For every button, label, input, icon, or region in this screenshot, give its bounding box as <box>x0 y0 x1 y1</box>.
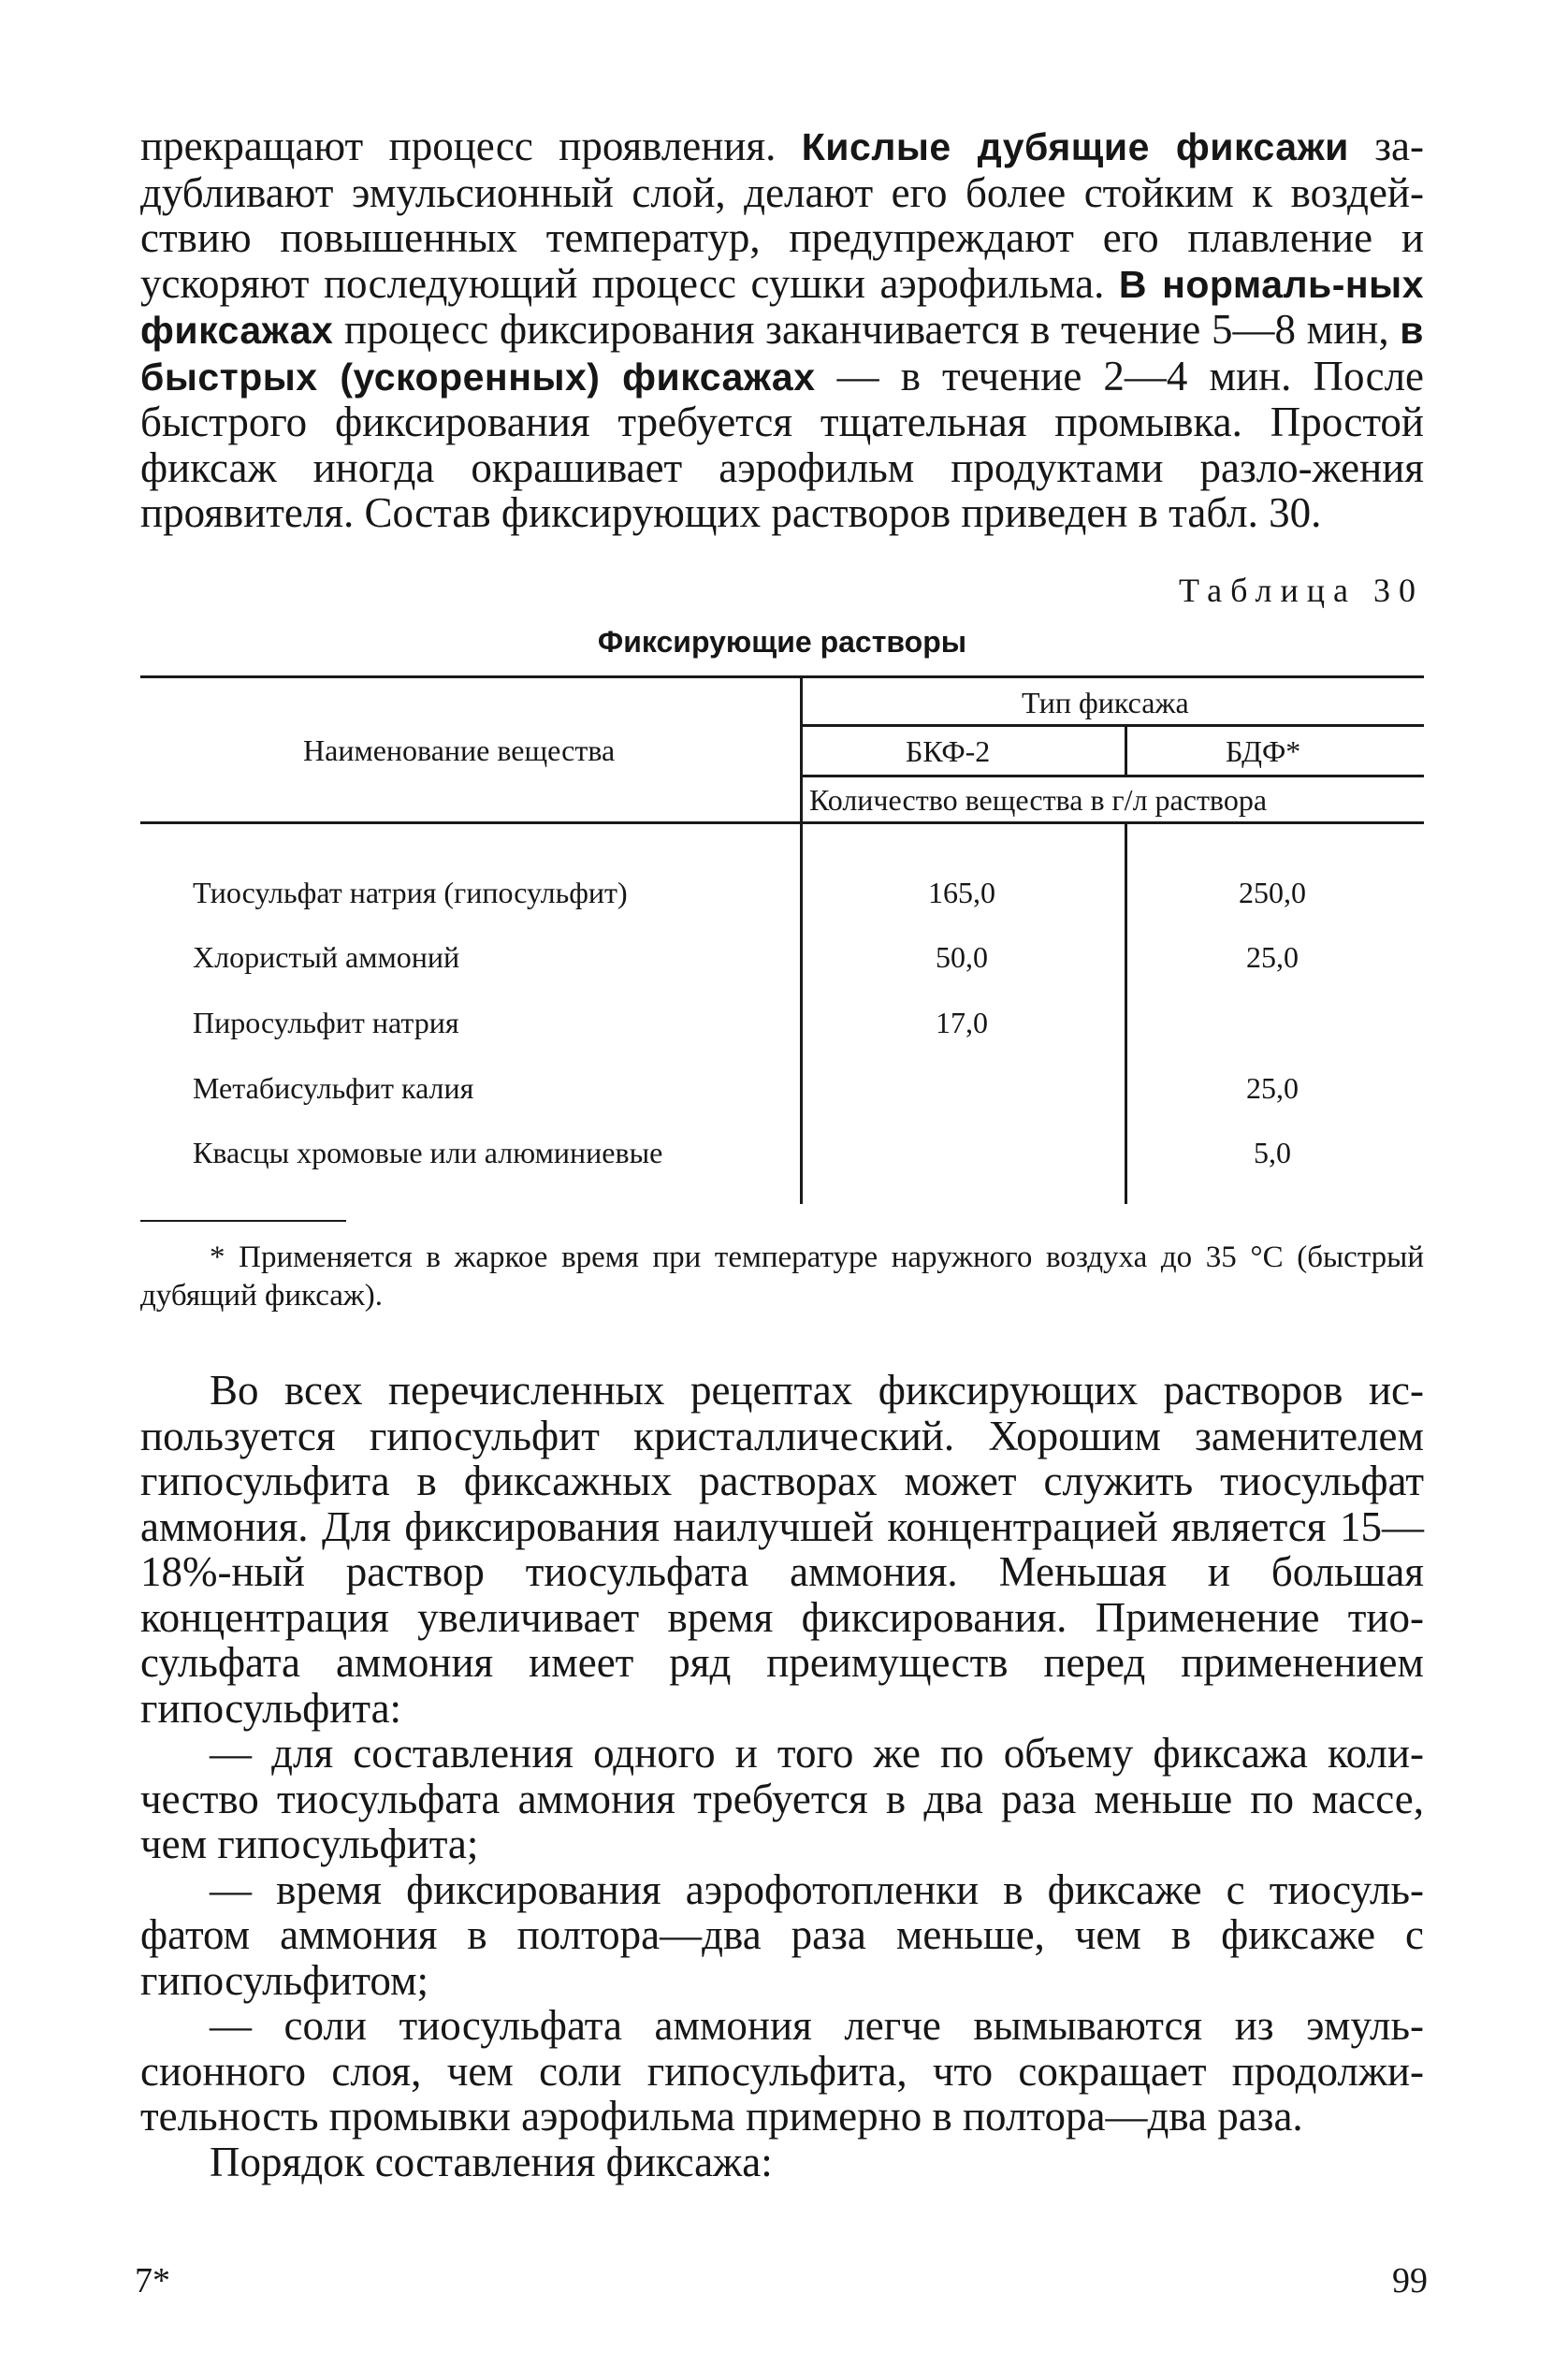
row-3-name: Пиросульфит натрия <box>193 1006 459 1039</box>
bullet-1: — для составления одного и того же по объему фиксажа коли-чество тиосульфата аммония требуется в два раза меньше по массе, чем гипосульфита; <box>140 1730 1424 1867</box>
intro-text-4: — в течение 2—4 мин. После быстрого фиксирования требуется тщательная промывка. Простой фиксаж иногда окрашивает аэрофильм продуктами разло-жения проявителя. Состав фиксирующих растворов приведен в табл. 30. <box>140 352 1424 536</box>
row-4-name: Метабисульфит калия <box>193 1071 474 1105</box>
page-number: 99 <box>1392 2261 1428 2300</box>
row-1-bdf: 250,0 <box>1239 876 1306 909</box>
row-5-name: Квасцы хромовые или алюминиевые <box>193 1136 663 1169</box>
footnote-rule <box>140 1220 346 1222</box>
intro-bold-acid-fixers: Кислые дубящие фиксажи <box>801 125 1349 168</box>
header-bdf: БДФ* <box>1226 734 1301 768</box>
table-bkf-bdf-divider-header <box>1125 724 1127 775</box>
table-header-bottom-rule <box>140 821 1424 824</box>
paragraph-ammonium-thiosulfate: Во всех перечисленных рецептах фиксирующих растворов ис-пользуется гипосульфит кристаллический. Хорошим заменителем гипосульфита в фиксажных растворах может служить тиосульфат аммония. Для фиксирования наилучшей концентрацией является 15—18%-ный раствор тиосульфата аммония. Меньшая и большая концентрация увеличивает время фиксирования. Применение тио-сульфата аммония имеет ряд преимуществ перед применением гипосульфита: <box>140 1367 1424 1732</box>
intro-text-3: процесс фиксирования заканчивается в течение 5—8 мин, <box>333 306 1401 353</box>
table-bkf-bdf-divider-body <box>1125 821 1127 1204</box>
section-2 <box>140 1368 1424 2184</box>
intro-paragraph <box>140 123 1424 536</box>
table-number: Таблица 30 <box>1179 572 1424 609</box>
signature-mark: 7* <box>135 2261 170 2300</box>
row-3-bkf: 17,0 <box>936 1006 988 1039</box>
row-1-name: Тиосульфат натрия (гипосульфит) <box>193 876 628 909</box>
row-2-bdf: 25,0 <box>1246 940 1299 974</box>
fixing-solutions-table <box>140 675 1424 1209</box>
intro-text-2: за-дубливают эмульсионный слой, делают его более стойким к воздей-ствию повышенных температур, предупреждают его плавление и ускоряют последующий процесс сушки аэрофильма. <box>140 123 1425 307</box>
bullet-3: — соли тиосульфата аммония легче вымываются из эмуль-сионного слоя, чем соли гипосульфита, что сокращает продолжи-тельность промывки аэрофильма примерно в полтора—два раза. <box>140 2002 1424 2140</box>
intro-bold-fast-fixers: в быстрых (ускоренных) фиксажах <box>140 309 1424 399</box>
table-type-rule <box>800 724 1424 727</box>
header-bkf2: БКФ-2 <box>906 734 991 768</box>
table-name-divider <box>800 675 803 1204</box>
row-4-bdf: 25,0 <box>1246 1071 1299 1105</box>
table-top-rule <box>140 675 1424 678</box>
intro-text-1: прекращают процесс проявления. <box>140 123 802 169</box>
intro-bold-normal-fixers: В нормаль-ных фиксажах <box>140 262 1424 352</box>
paragraph-procedure: Порядок составления фиксажа: <box>210 2138 773 2185</box>
row-2-bkf: 50,0 <box>936 940 988 974</box>
bullet-2: — время фиксирования аэрофотопленки в фиксаже с тиосуль-фатом аммония в полтора—два раза меньше, чем в фиксаже с гипосульфитом; <box>140 1865 1424 2004</box>
header-units: Количество вещества в г/л раствора <box>809 783 1268 817</box>
row-1-bkf: 165,0 <box>928 876 995 909</box>
header-substance-name: Наименование вещества <box>303 733 616 767</box>
header-fix-type: Тип фиксажа <box>1022 686 1189 719</box>
table-footnote: * Применяется в жаркое время при температуре наружного воздуха до 35 °С (быстрый дубящий фиксаж). <box>140 1241 1424 1313</box>
table-cols-rule <box>800 775 1424 777</box>
row-2-name: Хлористый аммоний <box>193 940 460 974</box>
table-title: Фиксирующие растворы <box>597 625 967 659</box>
row-5-bdf: 5,0 <box>1254 1136 1291 1169</box>
